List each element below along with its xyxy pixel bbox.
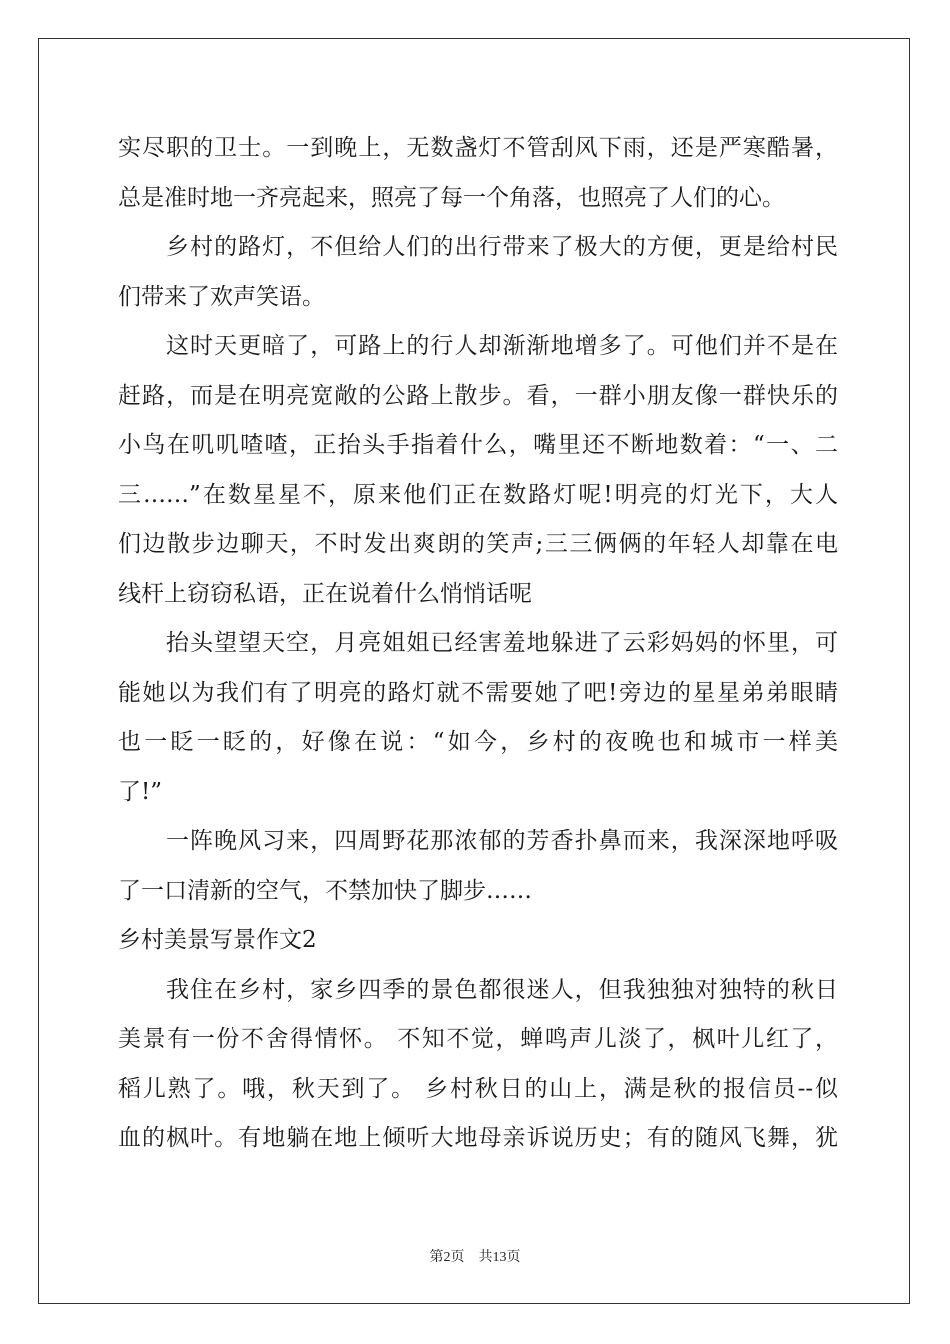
text-line: 抬头望望天空，月亮姐姐已经害羞地躲进了云彩妈妈的怀里，可	[166, 630, 838, 656]
text-line: 总是准时地一齐亮起来，照亮了每一个角落，也照亮了人们的心。	[118, 184, 785, 211]
text-line: 小鸟在叽叽喳喳，正抬头手指着什么，嘴里还不断地数着：“一、二	[118, 432, 838, 458]
page-number-total: 共13页	[478, 1250, 521, 1265]
text-line: 了一口清新的空气，不禁加快了脚步……	[118, 877, 532, 904]
text-line: 了!”	[118, 778, 163, 805]
page-footer	[0, 1246, 950, 1266]
document-body	[118, 124, 838, 1164]
text-line: 美景有一份不舍得情怀。 不知不觉，蝉鸣声儿淡了，枫叶儿红了，	[118, 1026, 838, 1052]
text-line: 一阵晚风习来，四周野花那浓郁的芳香扑鼻而来，我深深地呼吸	[166, 828, 838, 854]
text-line: 乡村的路灯，不但给人们的出行带来了极大的方便，更是给村民	[166, 234, 838, 260]
text-line: 能她以为我们有了明亮的路灯就不需要她了吧!旁边的星星弟弟眼睛	[118, 679, 838, 706]
text-line: 血的枫叶。有地躺在地上倾听大地母亲诉说历史；有的随风飞舞，犹	[118, 1125, 838, 1151]
text-line: 赶路，而是在明亮宽敞的公路上散步。看，一群小朋友像一群快乐的	[118, 382, 838, 409]
text-line: 线杆上窃窃私语，正在说着什么悄悄话呢	[118, 580, 532, 607]
text-line: 稻儿熟了。哦，秋天到了。 乡村秋日的山上，满是秋的报信员--似	[118, 1075, 838, 1102]
text-line: 这时天更暗了，可路上的行人却渐渐地增多了。可他们并不是在	[166, 333, 838, 359]
text-line: 三……”在数星星不，原来他们正在数路灯呢!明亮的灯光下，大人	[118, 481, 838, 508]
page-number-current: 第2页	[429, 1250, 465, 1265]
text-line: 们带来了欢声笑语。	[118, 283, 325, 310]
text-line: 实尽职的卫士。一到晚上，无数盏灯不管刮风下雨，还是严寒酷暑，	[118, 135, 838, 161]
text-line: 也一眨一眨的，好像在说：“如今，乡村的夜晚也和城市一样美	[118, 729, 838, 755]
text-line: 们边散步边聊天，不时发出爽朗的笑声;三三俩俩的年轻人却靠在电	[118, 531, 838, 557]
text-line: 我住在乡村，家乡四季的景色都很迷人，但我独独对独特的秋日	[166, 976, 838, 1003]
section-heading: 乡村美景写景作文2	[118, 927, 317, 953]
